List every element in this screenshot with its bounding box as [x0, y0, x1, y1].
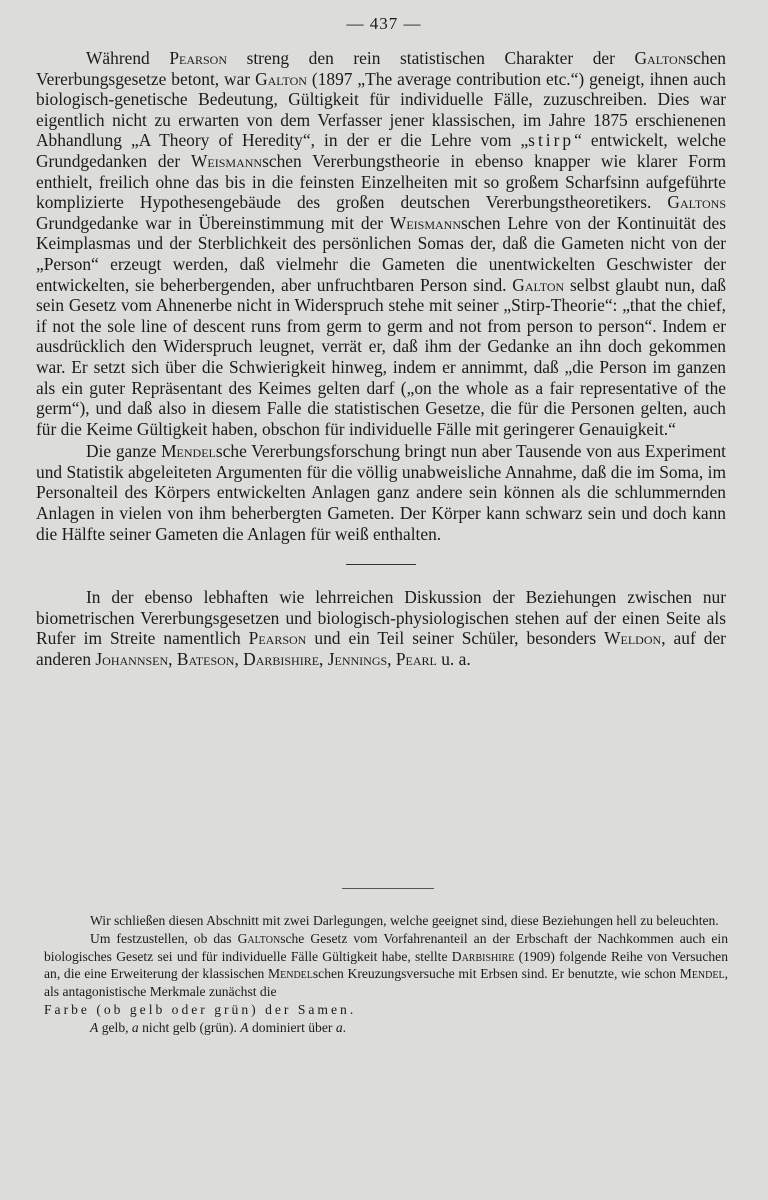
spaced-term: stirp	[528, 130, 575, 151]
page-number: — 437 —	[346, 14, 422, 33]
author-name: Galton	[255, 68, 307, 89]
text-run: schen Vererbungsgesetze betont, war	[36, 48, 726, 89]
paragraph-discussion	[36, 587, 726, 669]
section-divider-short	[342, 888, 434, 889]
note-intro: Wir schließen diesen Abschnitt mit zwei Darlegungen, welche geeignet sind, diese Beziehungen hell zu beleuchten.	[90, 913, 719, 928]
text-run: Um festzustellen, ob das	[90, 930, 238, 946]
author-name: Galtons	[667, 192, 726, 213]
author-names: Johannsen, Bateson, Darbishire, Jennings, Pearl	[95, 649, 437, 670]
allele-symbol: A	[90, 1019, 99, 1035]
author-name: Weismann	[389, 212, 462, 233]
text-run: u. a.	[436, 649, 471, 670]
main-text	[36, 48, 726, 670]
text-run: nicht gelb (grün).	[138, 1019, 241, 1035]
text-run: schen Vererbungstheorie in ebenso knapper wie klarer Form enthielt, freilich ohne das bis in die feinsten Einzelheiten mit so großem Scharfsinn aufgeführte komplizierte Hypothesengebäude des großen deutschen Vererbungstheoretikers.	[36, 150, 726, 213]
text-run: “ entwickelt, welche Grundgedanken der	[36, 130, 726, 171]
paragraph-mendel	[36, 441, 726, 544]
note-darbishire	[44, 930, 728, 1001]
author-name: Galton	[512, 274, 565, 295]
text-run: In der ebenso lebhaften wie lehrreichen Diskussion der Beziehungen zwischen nur biometrischen Vererbungsgesetzen und biologisch-physiologischen stehen auf der einen Seite als Rufer im Streite namentlich	[36, 587, 726, 649]
text-run: schen Kreuzungsversuche mit Erbsen sind. Er benutzte, wie schon	[312, 966, 680, 982]
author-name: Mendel	[268, 966, 313, 982]
note-allele-legend	[44, 1019, 728, 1037]
note-trait-heading: Farbe (ob gelb oder grün) der Samen.	[44, 1001, 357, 1017]
author-name: Pearson	[248, 628, 307, 649]
text-run: gelb,	[98, 1019, 132, 1035]
small-print-section	[44, 912, 728, 1037]
text-run: .	[342, 1019, 347, 1035]
section-divider	[346, 564, 416, 565]
allele-symbol: A	[240, 1019, 249, 1035]
text-run: (1909) folgende Reihe von Versuchen an, die eine Erweiterung der klassischen	[44, 948, 728, 982]
text-run: , auf der anderen	[36, 628, 726, 670]
text-run: selbst glaubt nun, daß sein Gesetz vom Ahnenerbe nicht in Widerspruch stehe mit seiner „Stirp-Theorie“: „that the chief, if not the sole line of descent runs from germ to germ and not from person to person“. Indem er ausdrücklich den Widerspruch leugnet, verrät er, daß ihm der Gedanke an ihn doch gekommen war. Er setzt sich über die Schwierigkeit hinweg, indem er annimmt, daß „die Person im ganzen als ein guter Repräsentant des Keimes gelten darf („on the whole as a fair representative of the germ“), und daß also in diesem Falle die statistischen Gesetze, die für die Personen gelten, auch für die Keime Gültigkeit haben, obschon für individuelle Fälle mit geringerer Genauigkeit.“	[36, 274, 726, 439]
author-name: Mendel	[161, 441, 216, 462]
author-name: Weismann	[190, 150, 263, 171]
text-run: sche Vererbungsforschung bringt nun aber Tausende von aus Experiment und Statistik abgeleiteten Argumenten für die völlig unabweisliche Annahme, daß die im Soma, im Personalteil des Körpers entwickelten Anlagen ganz andere sein können als die schlummernden Anlagen in vielen von ihm beherbergten Gameten. Der Körper kann schwarz sein und doch kann die Hälfte seiner Gameten die Anlagen für weiß enthalten.	[36, 441, 726, 544]
text-run: sche Gesetz vom Vorfahrenanteil an der Erbschaft der Nachkommen auch ein biologisches Gesetz sei und für individuelle Fälle Gültigkeit habe, stellte	[44, 930, 728, 964]
author-name: Galton	[237, 930, 281, 946]
author-name: Pearson	[169, 48, 227, 68]
author-name: Weldon	[604, 628, 662, 649]
text-run: (1897 „The average contribution etc.“) geneigt, ihnen auch biologisch-genetische Bedeutung, Gültigkeit für individuelle Fälle, zuzuschreiben. Dies war eigentlich nicht zu erwarten von dem Verfasser jener klassischen, im Jahre 1875 erschienenen Abhandlung „A Theory of Heredity“, in der er die Lehre vom „	[36, 68, 726, 151]
text-run: , als antagonistische Merkmale zunächst die	[44, 966, 728, 1000]
allele-symbol: a	[335, 1019, 343, 1035]
text-run: schen Lehre von der Kontinuität des Keimplasmas und der Sterblichkeit des persönlichen Somas der, daß die Gameten nicht von der „Person“ erzeugt werden, daß vielmehr die Gameten die unentwickelten Geschwister der entwickelten, sie beherbergenden, aber unfruchtbaren Person sind.	[36, 212, 726, 295]
author-name: Mendel	[679, 966, 725, 982]
paragraph-galton-pearson	[36, 48, 726, 439]
text-run: streng den rein statistischen Charakter der	[227, 48, 635, 68]
text-run: Grundgedanke war in Übereinstimmung mit der	[36, 212, 390, 233]
author-name: Darbishire	[451, 948, 515, 964]
text-run: Während	[86, 48, 170, 68]
text-run: und ein Teil seiner Schüler, besonders	[306, 628, 605, 649]
text-run: dominiert über	[248, 1019, 336, 1035]
allele-symbol: a	[131, 1019, 139, 1035]
author-name: Galton	[634, 48, 687, 68]
text-run: Die ganze	[86, 441, 162, 462]
